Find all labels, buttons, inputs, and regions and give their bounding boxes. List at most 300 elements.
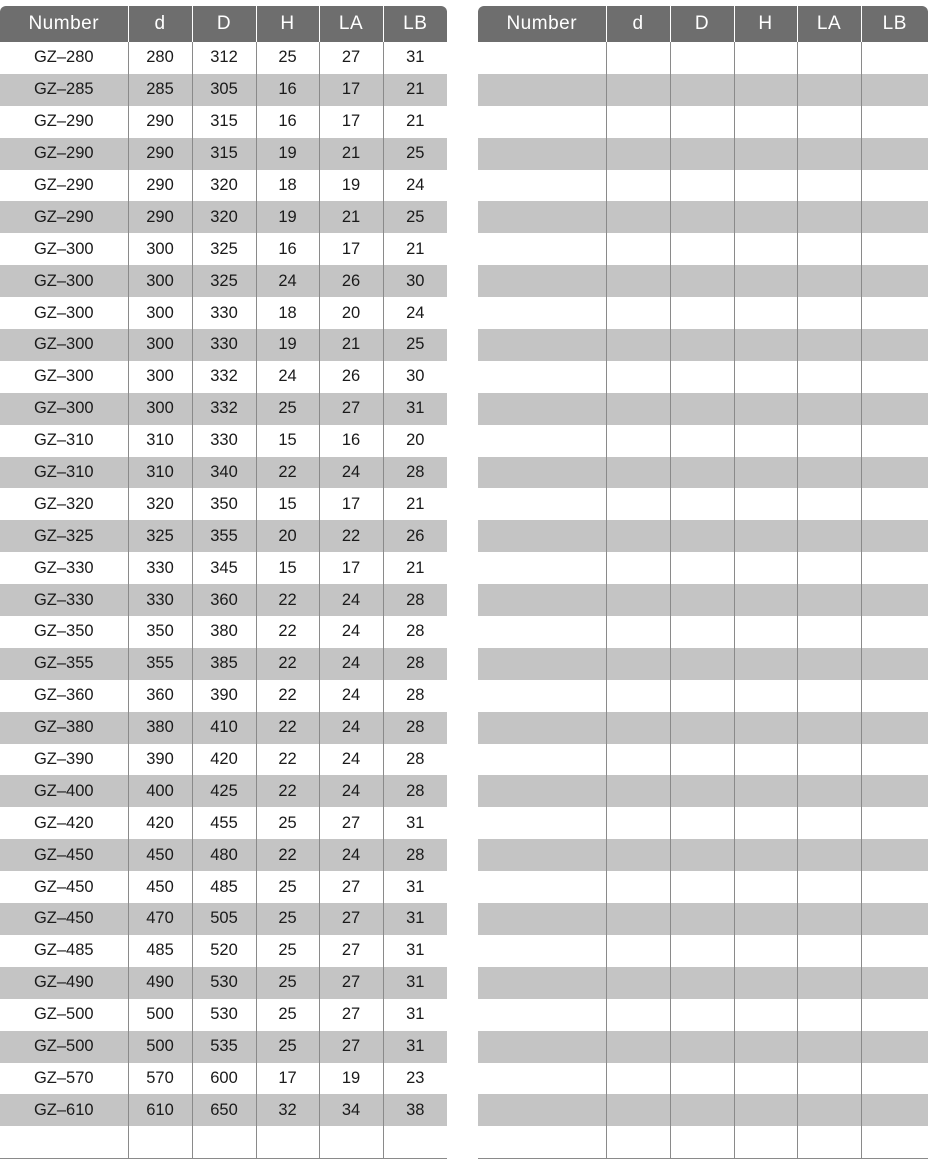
cell-D: 420 (192, 744, 256, 776)
table-row (478, 106, 928, 138)
cell-D (670, 393, 734, 425)
table-row (478, 488, 928, 520)
cell-LA: 17 (319, 233, 383, 265)
cell-LB: 25 (383, 201, 447, 233)
table-row (478, 1094, 928, 1126)
cell-d: 450 (128, 871, 192, 903)
cell-H (734, 903, 797, 935)
cell-number (478, 265, 606, 297)
cell-LA: 26 (319, 361, 383, 393)
cell-H (734, 744, 797, 776)
cell-d (606, 871, 670, 903)
cell-D (670, 1063, 734, 1095)
header-LA: LA (797, 6, 861, 42)
cell-LA: 24 (319, 744, 383, 776)
cell-LA: 21 (319, 138, 383, 170)
cell-H (734, 1126, 797, 1158)
cell-D (670, 106, 734, 138)
header-row (0, 6, 447, 42)
cell-LB: 26 (383, 520, 447, 552)
cell-LB: 24 (383, 297, 447, 329)
cell-H: 32 (256, 1094, 319, 1126)
cell-H: 25 (256, 871, 319, 903)
cell-number (478, 170, 606, 202)
cell-LB (861, 201, 928, 233)
cell-H (734, 393, 797, 425)
cell-D: 650 (192, 1094, 256, 1126)
cell-d: 390 (128, 744, 192, 776)
cell-H (734, 552, 797, 584)
cell-LA (797, 935, 861, 967)
cell-H (734, 74, 797, 106)
cell-LB (861, 361, 928, 393)
cell-H (734, 329, 797, 361)
cell-LB: 31 (383, 42, 447, 74)
cell-D (670, 201, 734, 233)
cell-LA: 24 (319, 457, 383, 489)
cell-H: 15 (256, 552, 319, 584)
cell-LB (861, 393, 928, 425)
table-row (478, 680, 928, 712)
cell-LB (861, 425, 928, 457)
cell-number: GZ–330 (33, 558, 94, 577)
cell-D: 380 (192, 616, 256, 648)
cell-number (478, 1126, 606, 1158)
cell-d (606, 393, 670, 425)
cell-H (734, 935, 797, 967)
cell-number (478, 839, 606, 871)
cell-H: 25 (256, 807, 319, 839)
cell-D (670, 648, 734, 680)
cell-D (670, 744, 734, 776)
cell-LB (861, 329, 928, 361)
cell-LA: 26 (319, 265, 383, 297)
cell-D (670, 361, 734, 393)
cell-D: 505 (192, 903, 256, 935)
cell-d: 300 (128, 361, 192, 393)
cell-D: 480 (192, 839, 256, 871)
cell-D: 305 (192, 74, 256, 106)
cell-d (606, 935, 670, 967)
cell-H: 22 (256, 775, 319, 807)
cell-LA: 27 (319, 903, 383, 935)
cell-number: GZ–450 (0, 839, 128, 871)
cell-number (478, 807, 606, 839)
cell-LA: 22 (319, 520, 383, 552)
table-row (0, 201, 447, 233)
cell-D (670, 138, 734, 170)
table-row (478, 871, 928, 903)
cell-d (606, 265, 670, 297)
cell-D: 332 (192, 393, 256, 425)
cell-D (670, 903, 734, 935)
cell-d (606, 488, 670, 520)
cell-LA (797, 552, 861, 584)
cell-LB (861, 170, 928, 202)
cell-D: 312 (192, 42, 256, 74)
table-row (0, 807, 447, 839)
cell-LA (797, 425, 861, 457)
cell-LA: 21 (319, 329, 383, 361)
cell-H (734, 839, 797, 871)
cell-H: 19 (256, 201, 319, 233)
cell-d (606, 42, 670, 74)
cell-LB: 28 (383, 712, 447, 744)
cell-d: 450 (128, 839, 192, 871)
cell-D (670, 807, 734, 839)
table-row (0, 425, 447, 457)
table-row (478, 297, 928, 329)
cell-d: 290 (128, 106, 192, 138)
table-row (0, 520, 447, 552)
cell-d (128, 1126, 192, 1158)
cell-D: 320 (192, 170, 256, 202)
cell-D (670, 680, 734, 712)
cell-LB (861, 903, 928, 935)
cell-LB (861, 74, 928, 106)
table-row (0, 106, 447, 138)
cell-LA: 27 (319, 999, 383, 1031)
cell-number: GZ–300 (33, 367, 94, 386)
cell-LA (797, 648, 861, 680)
cell-H: 15 (256, 425, 319, 457)
cell-D (670, 488, 734, 520)
cell-LB (861, 648, 928, 680)
cell-H: 22 (256, 616, 319, 648)
table-row (0, 680, 447, 712)
cell-number (478, 106, 606, 138)
cell-LB: 31 (383, 935, 447, 967)
table-row (0, 1094, 447, 1126)
cell-H: 15 (256, 488, 319, 520)
table-row (478, 648, 928, 680)
cell-LA: 17 (319, 552, 383, 584)
cell-LB: 21 (383, 74, 447, 106)
cell-d: 420 (128, 807, 192, 839)
cell-number: GZ–400 (0, 775, 128, 807)
cell-D (670, 967, 734, 999)
cell-number: GZ–610 (0, 1094, 128, 1126)
cell-number (478, 297, 606, 329)
cell-D: 345 (192, 552, 256, 584)
cell-LA: 27 (319, 1031, 383, 1063)
cell-LB (861, 584, 928, 616)
cell-LB (861, 106, 928, 138)
cell-LB (861, 680, 928, 712)
table-row (478, 1031, 928, 1063)
cell-LA (797, 903, 861, 935)
cell-d: 300 (128, 265, 192, 297)
cell-D: 530 (192, 967, 256, 999)
cell-number (478, 935, 606, 967)
table-row (478, 233, 928, 265)
cell-H (734, 584, 797, 616)
cell-LA: 27 (319, 871, 383, 903)
table-row (0, 1063, 447, 1095)
cell-LA (797, 170, 861, 202)
cell-number (478, 520, 606, 552)
cell-d: 290 (128, 170, 192, 202)
cell-d (606, 425, 670, 457)
table-row (478, 967, 928, 999)
cell-d: 330 (128, 552, 192, 584)
cell-number: GZ–290 (0, 201, 128, 233)
cell-d: 330 (128, 584, 192, 616)
cell-H: 16 (256, 233, 319, 265)
cell-H: 18 (256, 297, 319, 329)
table-row (0, 967, 447, 999)
table-row (478, 552, 928, 584)
cell-number: GZ–300 (33, 303, 94, 322)
cell-D: 330 (192, 425, 256, 457)
cell-d: 300 (128, 329, 192, 361)
cell-LA (797, 42, 861, 74)
cell-LA: 24 (319, 584, 383, 616)
cell-H (734, 967, 797, 999)
cell-d (606, 201, 670, 233)
cell-LB: 21 (383, 488, 447, 520)
cell-LB (861, 744, 928, 776)
cell-d (606, 839, 670, 871)
table-row (478, 903, 928, 935)
cell-D (192, 1126, 256, 1158)
cell-H (734, 712, 797, 744)
table-row (478, 42, 928, 74)
cell-number (478, 42, 606, 74)
cell-LA (797, 297, 861, 329)
table-row (0, 775, 447, 807)
cell-D (670, 74, 734, 106)
cell-number: GZ–310 (0, 457, 128, 489)
cell-d (606, 457, 670, 489)
cell-H (734, 457, 797, 489)
cell-LB (861, 42, 928, 74)
cell-H (734, 201, 797, 233)
cell-number: GZ–290 (0, 138, 128, 170)
cell-d: 470 (128, 903, 192, 935)
cell-LB (861, 265, 928, 297)
cell-number: GZ–300 (0, 393, 128, 425)
cell-D (670, 935, 734, 967)
cell-H (734, 265, 797, 297)
cell-d (606, 74, 670, 106)
header-LA: LA (319, 6, 383, 42)
header-LB: LB (383, 6, 447, 42)
cell-LB (861, 616, 928, 648)
cell-number (478, 138, 606, 170)
cell-H: 22 (256, 744, 319, 776)
cell-LA (797, 393, 861, 425)
cell-D (670, 425, 734, 457)
table-row (0, 74, 447, 106)
table-row (478, 775, 928, 807)
cell-LA: 27 (319, 393, 383, 425)
cell-LA: 16 (319, 425, 383, 457)
cell-LA: 27 (319, 807, 383, 839)
size-table-right (478, 6, 928, 1159)
cell-LA: 20 (319, 297, 383, 329)
cell-D (670, 329, 734, 361)
cell-number (478, 712, 606, 744)
cell-number (478, 1031, 606, 1063)
cell-LB (861, 488, 928, 520)
cell-LA (797, 744, 861, 776)
cell-LB (861, 1094, 928, 1126)
cell-D (670, 297, 734, 329)
table-row (478, 138, 928, 170)
header-H: H (734, 6, 797, 42)
table-row (0, 265, 447, 297)
table-row (478, 393, 928, 425)
cell-d: 490 (128, 967, 192, 999)
table-row (478, 935, 928, 967)
cell-D (670, 170, 734, 202)
cell-number (478, 871, 606, 903)
cell-LB: 28 (383, 839, 447, 871)
cell-LA (319, 1126, 383, 1158)
cell-LB: 25 (383, 138, 447, 170)
cell-D: 385 (192, 648, 256, 680)
cell-D: 325 (192, 233, 256, 265)
cell-H (734, 106, 797, 138)
table-row (0, 233, 447, 265)
size-table-left (0, 6, 447, 1159)
cell-H (734, 871, 797, 903)
cell-number (478, 74, 606, 106)
cell-number (478, 393, 606, 425)
cell-d: 400 (128, 775, 192, 807)
cell-H (734, 616, 797, 648)
cell-LA (797, 201, 861, 233)
cell-H (734, 1094, 797, 1126)
cell-LB (861, 520, 928, 552)
cell-LB: 31 (383, 807, 447, 839)
cell-number (478, 680, 606, 712)
cell-d (606, 233, 670, 265)
cell-H (734, 233, 797, 265)
cell-LB: 28 (383, 616, 447, 648)
table-row (478, 616, 928, 648)
cell-d (606, 552, 670, 584)
cell-D (670, 1094, 734, 1126)
cell-LB (861, 967, 928, 999)
cell-number: GZ–450 (33, 877, 94, 896)
cell-H (256, 1126, 319, 1158)
table-row (478, 74, 928, 106)
cell-D (670, 520, 734, 552)
cell-H: 20 (256, 520, 319, 552)
header-D: D (670, 6, 734, 42)
table-row (0, 999, 447, 1031)
cell-H: 25 (256, 42, 319, 74)
cell-d: 350 (128, 616, 192, 648)
header-number: Number (0, 6, 128, 42)
table-row (0, 871, 447, 903)
header-LB: LB (861, 6, 928, 42)
cell-number: GZ–420 (33, 813, 94, 832)
cell-LB: 23 (383, 1063, 447, 1095)
cell-number (478, 361, 606, 393)
table-row (0, 839, 447, 871)
cell-d (606, 584, 670, 616)
header-d: d (128, 6, 192, 42)
cell-LA: 24 (319, 712, 383, 744)
cell-number (478, 552, 606, 584)
cell-number (478, 584, 606, 616)
cell-number: GZ–330 (0, 584, 128, 616)
cell-H: 22 (256, 712, 319, 744)
table-row (478, 584, 928, 616)
cell-number: GZ–300 (0, 329, 128, 361)
cell-D (670, 1031, 734, 1063)
cell-H: 22 (256, 457, 319, 489)
cell-LA: 19 (319, 170, 383, 202)
cell-d: 610 (128, 1094, 192, 1126)
cell-LB (861, 1031, 928, 1063)
cell-H (734, 361, 797, 393)
cell-D: 425 (192, 775, 256, 807)
cell-d (606, 680, 670, 712)
cell-d: 325 (128, 520, 192, 552)
cell-d (606, 903, 670, 935)
cell-H: 22 (256, 648, 319, 680)
table-row (478, 425, 928, 457)
cell-LA (797, 106, 861, 138)
cell-d (606, 329, 670, 361)
cell-LA (797, 233, 861, 265)
table-row (0, 457, 447, 489)
cell-LA: 27 (319, 42, 383, 74)
cell-LA (797, 871, 861, 903)
table-row (0, 361, 447, 393)
table-row (478, 201, 928, 233)
cell-LB (861, 552, 928, 584)
cell-D (670, 265, 734, 297)
cell-number (478, 488, 606, 520)
cell-LB: 38 (383, 1094, 447, 1126)
table-row (0, 138, 447, 170)
cell-LB (861, 775, 928, 807)
cell-H (734, 425, 797, 457)
cell-H: 22 (256, 680, 319, 712)
cell-d: 285 (128, 74, 192, 106)
cell-number (478, 648, 606, 680)
cell-d (606, 807, 670, 839)
cell-number: GZ–290 (33, 112, 94, 131)
cell-H: 24 (256, 361, 319, 393)
cell-H (734, 1031, 797, 1063)
cell-number (478, 903, 606, 935)
cell-LB (861, 1063, 928, 1095)
cell-LB (861, 807, 928, 839)
cell-LA (797, 807, 861, 839)
cell-number (478, 329, 606, 361)
cell-D (670, 233, 734, 265)
cell-H (734, 42, 797, 74)
cell-d (606, 106, 670, 138)
cell-number: GZ–485 (33, 941, 94, 960)
cell-LA: 34 (319, 1094, 383, 1126)
cell-number: GZ–310 (33, 431, 94, 450)
cell-d: 355 (128, 648, 192, 680)
cell-LB (861, 457, 928, 489)
cell-d (606, 1094, 670, 1126)
cell-LB: 21 (383, 233, 447, 265)
table-row (478, 361, 928, 393)
header-d: d (606, 6, 670, 42)
cell-H (734, 1063, 797, 1095)
cell-H: 16 (256, 106, 319, 138)
